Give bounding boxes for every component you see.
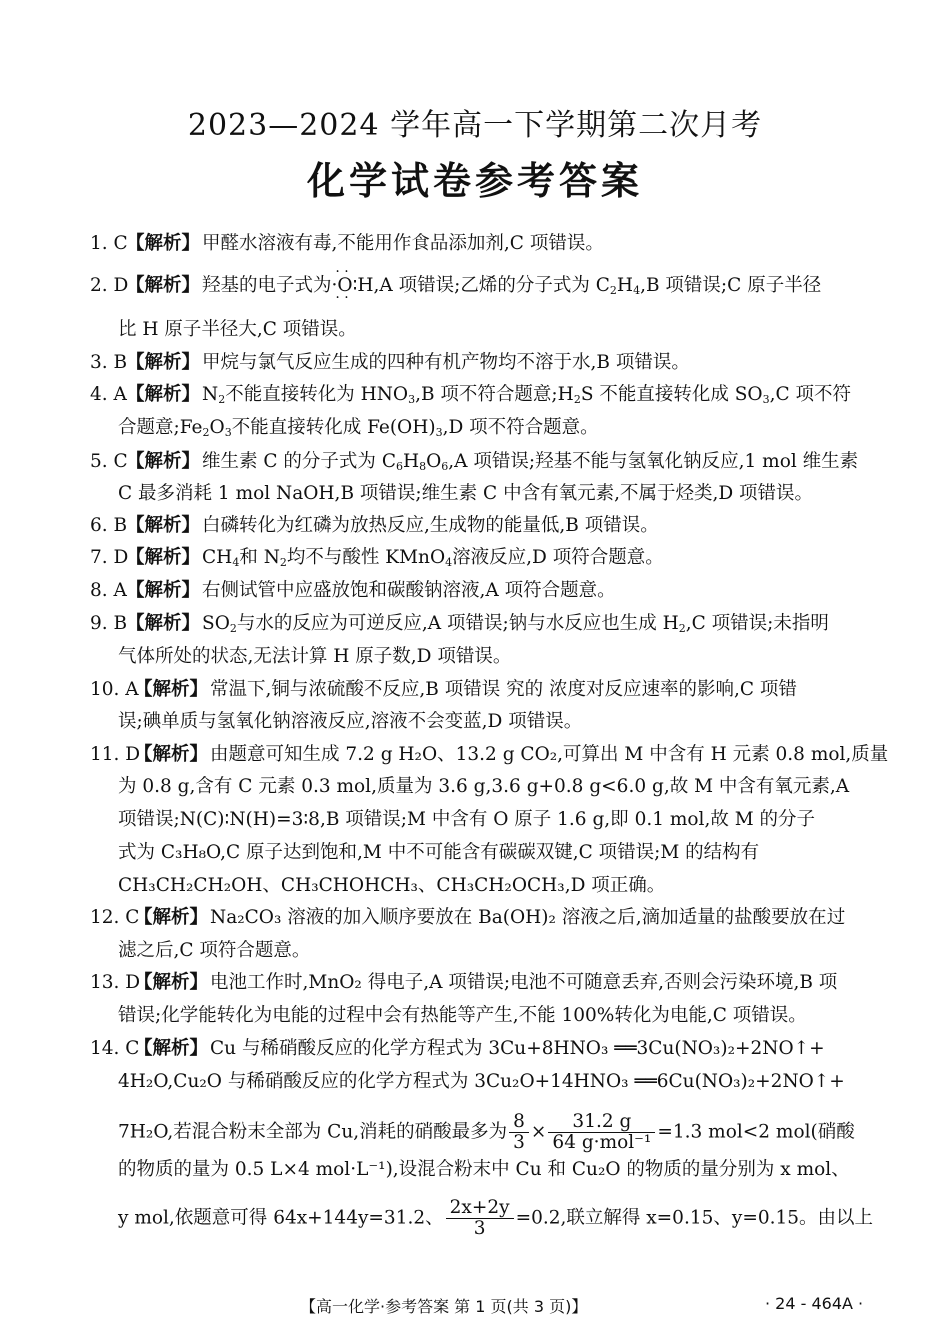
answer-14-line4: 的物质的量为 0.5 L×4 mol·L⁻¹),设混合粉末中 Cu 和 Cu₂O 的物质的量分别为 x mol、 <box>118 1159 850 1180</box>
fraction: $\frac{2x+2y}{3}$ <box>446 1198 514 1239</box>
footer-page-info: 【高一化学·参考答案 第 1 页(共 3 页)】 <box>300 1297 588 1316</box>
fraction: $\frac{31.2 g}{\text{64 g·mol⁻¹}}$ <box>548 1112 655 1153</box>
answer-8: 8. A【解析】 右侧试管中应盛放饱和碳酸钠溶液,A 项符合题意。 <box>90 580 616 601</box>
answer-11: 11. D【解析】 由题意可知生成 7.2 g H₂O、13.2 g CO₂,可算出 M 中含有 H 元素 0.8 mol,质量 <box>90 744 889 765</box>
answer-11-line2: 为 0.8 g,含有 C 元素 0.3 mol,质量为 3.6 g,3.6 g+0.8 g<6.0 g,故 M 中含有氧元素,A <box>118 776 850 797</box>
answer-10-cont: 误;碘单质与氢氧化钠溶液反应,溶液不会变蓝,D 项错误。 <box>118 711 583 732</box>
page-subtitle: 化学试卷参考答案 <box>306 159 643 203</box>
answer-10: 10. A【解析】 常温下,铜与浓硫酸不反应,B 项错误 究的 浓度对反应速率的影响,C 项错 <box>90 679 797 700</box>
answer-1: 1. C【解析】 甲醛水溶液有毒,不能用作食品添加剂,C 项错误。 <box>90 233 604 254</box>
answer-6: 6. B【解析】 白磷转化为红磷为放热反应,生成物的能量低,B 项错误。 <box>90 515 659 536</box>
answer-14-line3: 7H₂O,若混合粉末全部为 Cu,消耗的硝酸最多为 $\frac{8}{3}$ × $\frac{31.2 g}{\text{64 g·mol⁻¹}}$ =1.3 mol<2 mol(硝酸 <box>118 1111 855 1153</box>
answer-12-cont: 滤之后,C 项符合题意。 <box>118 940 311 961</box>
answer-13: 13. D【解析】 电池工作时,MnO₂ 得电子,A 项错误;电池不可随意丢弃,否则会污染环境,B 项 <box>90 972 838 993</box>
footer-code: · 24 - 464A · <box>765 1294 864 1313</box>
answer-9: 9. B【解析】 $SO_2$与水的反应为可逆反应,A 项错误;钠与水反应也生成 $H_2,C$ 项错误;未指明 <box>90 613 829 635</box>
answer-11-line3: 项错误;N(C)∶N(H)=3∶8,B 项错误;M 中含有 O 原子 1.6 g,即 0.1 mol,故 M 的分子 <box>118 809 816 830</box>
answer-3: 3. B【解析】 甲烷与氯气反应生成的四种有机产物均不溶于水,B 项错误。 <box>90 352 690 373</box>
answer-4: 4. A【解析】 $N_2$不能直接转化为 $HNO_3,B$ 项不符合题意$;H_2S$ 不能直接转化成 $SO_3,C$ 项不符 <box>90 384 852 406</box>
answer-12: 12. C【解析】 Na₂CO₃ 溶液的加入顺序要放在 Ba(OH)₂ 溶液之后,滴加适量的盐酸要放在过 <box>90 907 846 928</box>
answer-7: 7. D【解析】 $CH_4$和 $N_2$均不与酸性 KMnO$_4$溶液反应,D 项符合题意。 <box>90 547 664 569</box>
answer-4-cont: 合题意$;Fe_2O_3$不能直接转化成 $Fe(OH)_3,D$ 项不符合题意。 <box>118 417 599 439</box>
electron-dot-oxygen: · · O · · <box>337 274 352 298</box>
answer-9-cont: 气体所处的状态,无法计算 H 原子数,D 项错误。 <box>118 646 512 667</box>
answer-14: 14. C【解析】 Cu 与稀硝酸反应的化学方程式为 3Cu+8HNO₃ ══3Cu(NO₃)₂+2NO↑+ <box>90 1038 825 1059</box>
answer-13-cont: 错误;化学能转化为电能的过程中会有热能等产生,不能 100%转化为电能,C 项错误。 <box>118 1005 807 1026</box>
answer-14-line5: y mol,依题意可得 64x+144y=31.2、 $\frac{2x+2y}{3}$ =0.2,联立解得 x=0.15、y=0.15。由以上 <box>118 1197 874 1239</box>
answer-11-line4: 式为 C₃H₈O,C 原子达到饱和,M 中不可能含有碳碳双键,C 项错误;M 的结构有 <box>118 842 760 863</box>
answer-14-line2: 4H₂O,Cu₂O 与稀硝酸反应的化学方程式为 3Cu₂O+14HNO₃ ══6Cu(NO₃)₂+2NO↑+ <box>118 1071 845 1092</box>
answer-2-cont: 比 H 原子半径大,C 项错误。 <box>118 319 357 340</box>
answer-5-cont: C 最多消耗 1 mol NaOH,B 项错误;维生素 C 中含有氧元素,不属于烃类,D 项错误。 <box>118 483 814 504</box>
fraction: $\frac{8}{3}$ <box>509 1112 529 1153</box>
page-title: 2023—2024 学年高一下学期第二次月考 <box>187 108 763 143</box>
answer-2: 2. D【解析】 羟基的电子式为·· · O · ·∶H,A 项错误;乙烯的分子式为 $C_2H_4,B$ 项错误;C 原子半径 <box>90 274 821 298</box>
answer-5: 5. C【解析】 维生素 C 的分子式为 $C_6H_8O_6,A$ 项错误;羟基不能与氢氧化钠反应,1 mol 维生素 <box>90 451 859 473</box>
answer-11-line5: CH₃CH₂CH₂OH、CH₃CHOHCH₃、CH₃CH₂OCH₃,D 项正确。 <box>118 875 666 896</box>
